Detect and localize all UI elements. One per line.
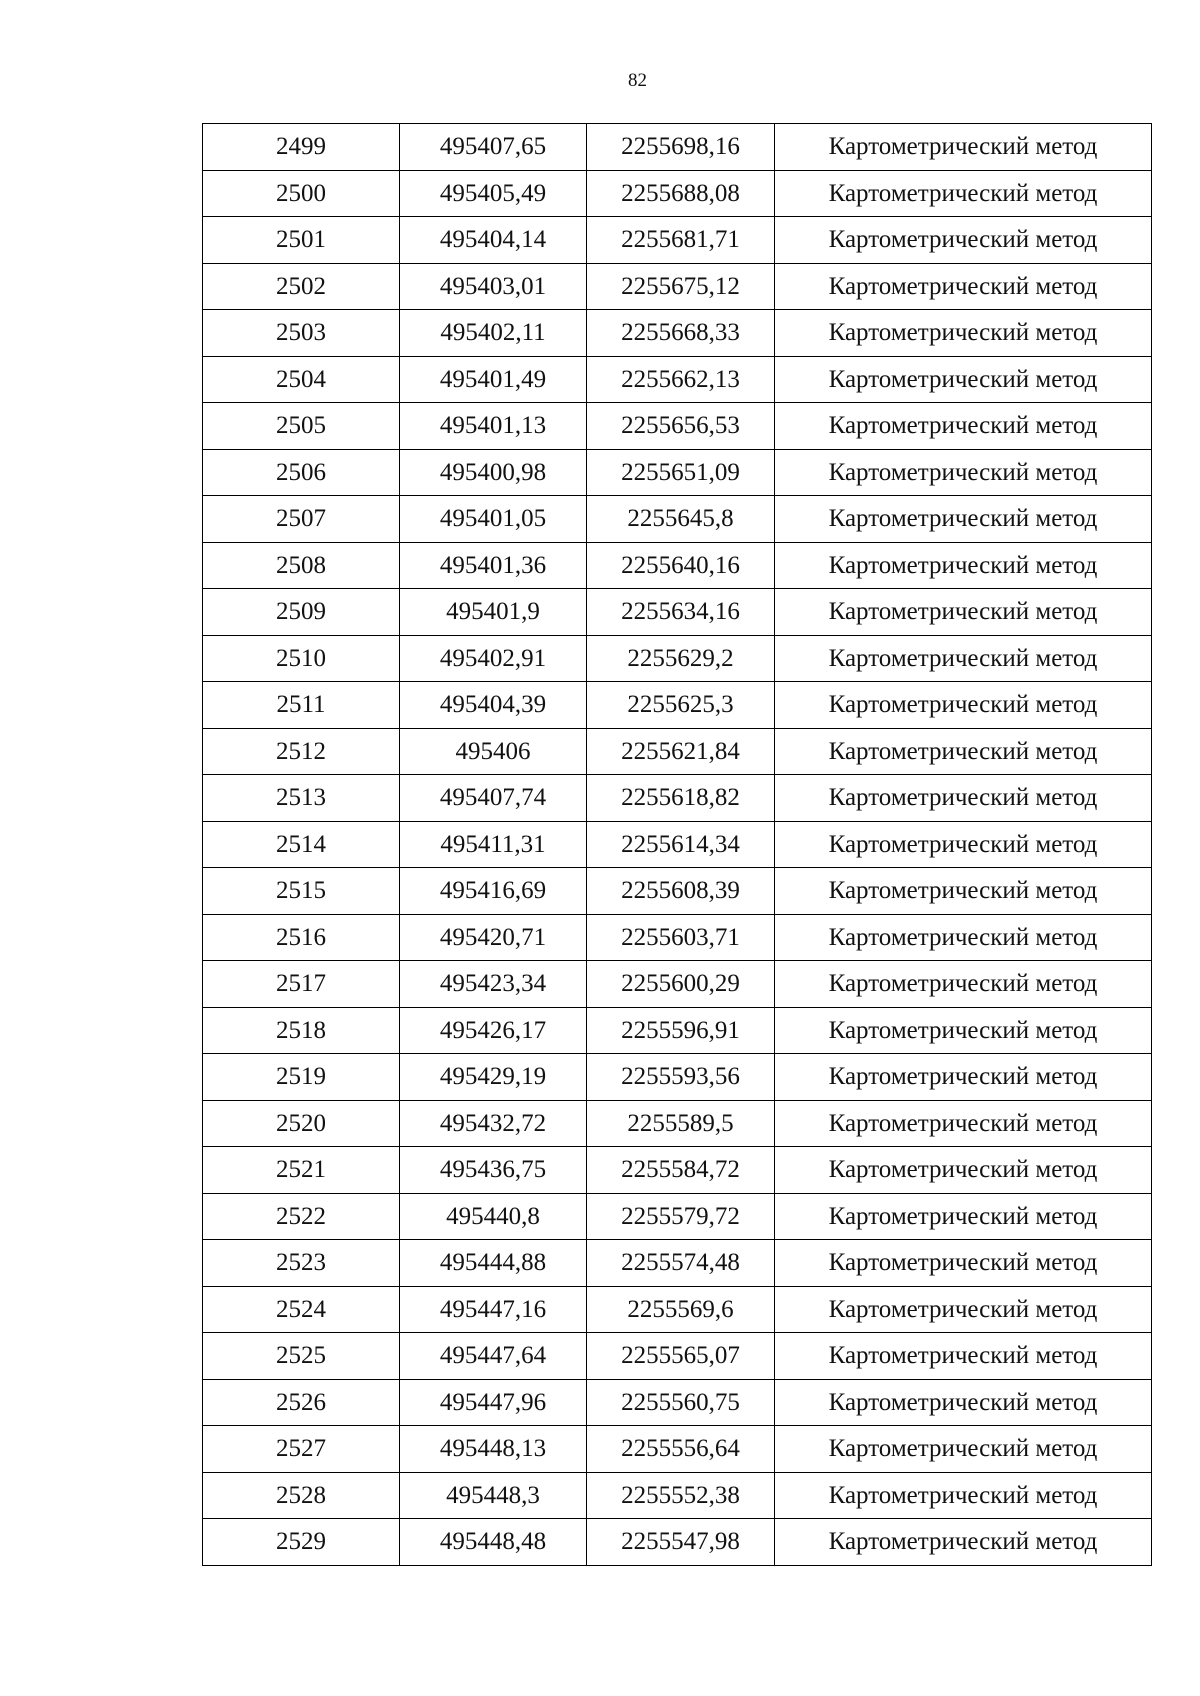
- table-row: [203, 914, 1152, 961]
- point-number-cell: 2519: [203, 1054, 400, 1101]
- method-cell: Картометрический метод: [775, 1054, 1152, 1101]
- method-cell: Картометрический метод: [775, 263, 1152, 310]
- coordinates-table-body: [203, 124, 1152, 1566]
- point-number-cell: 2514: [203, 821, 400, 868]
- x-coordinate-cell: 495448,3: [400, 1472, 587, 1519]
- y-coordinate-cell: 2255662,13: [587, 356, 775, 403]
- y-coordinate-cell: 2255698,16: [587, 124, 775, 171]
- x-coordinate-cell: 495447,16: [400, 1286, 587, 1333]
- y-coordinate-cell: 2255584,72: [587, 1147, 775, 1194]
- point-number-cell: 2510: [203, 635, 400, 682]
- table-row: [203, 775, 1152, 822]
- method-cell: Картометрический метод: [775, 217, 1152, 264]
- y-coordinate-cell: 2255589,5: [587, 1100, 775, 1147]
- point-number-cell: 2507: [203, 496, 400, 543]
- table-row: [203, 589, 1152, 636]
- point-number-cell: 2513: [203, 775, 400, 822]
- point-number-cell: 2518: [203, 1007, 400, 1054]
- x-coordinate-cell: 495402,11: [400, 310, 587, 357]
- y-coordinate-cell: 2255656,53: [587, 403, 775, 450]
- table-row: [203, 170, 1152, 217]
- x-coordinate-cell: 495423,34: [400, 961, 587, 1008]
- table-row: [203, 1426, 1152, 1473]
- y-coordinate-cell: 2255603,71: [587, 914, 775, 961]
- method-cell: Картометрический метод: [775, 1519, 1152, 1566]
- x-coordinate-cell: 495406: [400, 728, 587, 775]
- point-number-cell: 2529: [203, 1519, 400, 1566]
- table-row: [203, 1240, 1152, 1287]
- x-coordinate-cell: 495401,13: [400, 403, 587, 450]
- method-cell: Картометрический метод: [775, 589, 1152, 636]
- x-coordinate-cell: 495447,64: [400, 1333, 587, 1380]
- x-coordinate-cell: 495448,48: [400, 1519, 587, 1566]
- table-row: [203, 217, 1152, 264]
- table-row: [203, 868, 1152, 915]
- point-number-cell: 2515: [203, 868, 400, 915]
- y-coordinate-cell: 2255625,3: [587, 682, 775, 729]
- method-cell: Картометрический метод: [775, 542, 1152, 589]
- table-row: [203, 496, 1152, 543]
- x-coordinate-cell: 495407,74: [400, 775, 587, 822]
- y-coordinate-cell: 2255681,71: [587, 217, 775, 264]
- method-cell: Картометрический метод: [775, 1286, 1152, 1333]
- x-coordinate-cell: 495411,31: [400, 821, 587, 868]
- x-coordinate-cell: 495404,14: [400, 217, 587, 264]
- y-coordinate-cell: 2255640,16: [587, 542, 775, 589]
- coordinates-table: [202, 123, 1152, 1566]
- y-coordinate-cell: 2255600,29: [587, 961, 775, 1008]
- method-cell: Картометрический метод: [775, 682, 1152, 729]
- point-number-cell: 2500: [203, 170, 400, 217]
- method-cell: Картометрический метод: [775, 868, 1152, 915]
- method-cell: Картометрический метод: [775, 961, 1152, 1008]
- table-row: [203, 1286, 1152, 1333]
- y-coordinate-cell: 2255579,72: [587, 1193, 775, 1240]
- point-number-cell: 2528: [203, 1472, 400, 1519]
- y-coordinate-cell: 2255618,82: [587, 775, 775, 822]
- x-coordinate-cell: 495400,98: [400, 449, 587, 496]
- table-row: [203, 1054, 1152, 1101]
- table-row: [203, 1519, 1152, 1566]
- y-coordinate-cell: 2255608,39: [587, 868, 775, 915]
- point-number-cell: 2526: [203, 1379, 400, 1426]
- method-cell: Картометрический метод: [775, 1333, 1152, 1380]
- table-row: [203, 1147, 1152, 1194]
- table-row: [203, 449, 1152, 496]
- point-number-cell: 2524: [203, 1286, 400, 1333]
- method-cell: Картометрический метод: [775, 1240, 1152, 1287]
- table-row: [203, 1100, 1152, 1147]
- table-row: [203, 1007, 1152, 1054]
- point-number-cell: 2511: [203, 682, 400, 729]
- method-cell: Картометрический метод: [775, 1379, 1152, 1426]
- point-number-cell: 2520: [203, 1100, 400, 1147]
- table-row: [203, 682, 1152, 729]
- y-coordinate-cell: 2255547,98: [587, 1519, 775, 1566]
- y-coordinate-cell: 2255634,16: [587, 589, 775, 636]
- x-coordinate-cell: 495429,19: [400, 1054, 587, 1101]
- y-coordinate-cell: 2255596,91: [587, 1007, 775, 1054]
- method-cell: Картометрический метод: [775, 728, 1152, 775]
- point-number-cell: 2508: [203, 542, 400, 589]
- table-row: [203, 1379, 1152, 1426]
- x-coordinate-cell: 495448,13: [400, 1426, 587, 1473]
- point-number-cell: 2516: [203, 914, 400, 961]
- method-cell: Картометрический метод: [775, 1472, 1152, 1519]
- x-coordinate-cell: 495401,05: [400, 496, 587, 543]
- y-coordinate-cell: 2255593,56: [587, 1054, 775, 1101]
- point-number-cell: 2504: [203, 356, 400, 403]
- x-coordinate-cell: 495401,49: [400, 356, 587, 403]
- table-row: [203, 310, 1152, 357]
- x-coordinate-cell: 495426,17: [400, 1007, 587, 1054]
- table-row: [203, 356, 1152, 403]
- y-coordinate-cell: 2255688,08: [587, 170, 775, 217]
- y-coordinate-cell: 2255560,75: [587, 1379, 775, 1426]
- y-coordinate-cell: 2255574,48: [587, 1240, 775, 1287]
- x-coordinate-cell: 495416,69: [400, 868, 587, 915]
- point-number-cell: 2509: [203, 589, 400, 636]
- page-number: 82: [628, 70, 647, 91]
- point-number-cell: 2501: [203, 217, 400, 264]
- y-coordinate-cell: 2255629,2: [587, 635, 775, 682]
- point-number-cell: 2502: [203, 263, 400, 310]
- point-number-cell: 2522: [203, 1193, 400, 1240]
- point-number-cell: 2505: [203, 403, 400, 450]
- method-cell: Картометрический метод: [775, 1193, 1152, 1240]
- table-row: [203, 1193, 1152, 1240]
- method-cell: Картометрический метод: [775, 124, 1152, 171]
- y-coordinate-cell: 2255675,12: [587, 263, 775, 310]
- y-coordinate-cell: 2255645,8: [587, 496, 775, 543]
- point-number-cell: 2517: [203, 961, 400, 1008]
- method-cell: Картометрический метод: [775, 775, 1152, 822]
- table-row: [203, 124, 1152, 171]
- x-coordinate-cell: 495403,01: [400, 263, 587, 310]
- point-number-cell: 2506: [203, 449, 400, 496]
- method-cell: Картометрический метод: [775, 449, 1152, 496]
- y-coordinate-cell: 2255552,38: [587, 1472, 775, 1519]
- method-cell: Картометрический метод: [775, 310, 1152, 357]
- x-coordinate-cell: 495444,88: [400, 1240, 587, 1287]
- y-coordinate-cell: 2255565,07: [587, 1333, 775, 1380]
- y-coordinate-cell: 2255668,33: [587, 310, 775, 357]
- method-cell: Картометрический метод: [775, 1100, 1152, 1147]
- y-coordinate-cell: 2255651,09: [587, 449, 775, 496]
- point-number-cell: 2521: [203, 1147, 400, 1194]
- point-number-cell: 2525: [203, 1333, 400, 1380]
- method-cell: Картометрический метод: [775, 914, 1152, 961]
- table-row: [203, 542, 1152, 589]
- x-coordinate-cell: 495401,9: [400, 589, 587, 636]
- x-coordinate-cell: 495420,71: [400, 914, 587, 961]
- x-coordinate-cell: 495447,96: [400, 1379, 587, 1426]
- x-coordinate-cell: 495436,75: [400, 1147, 587, 1194]
- x-coordinate-cell: 495407,65: [400, 124, 587, 171]
- x-coordinate-cell: 495432,72: [400, 1100, 587, 1147]
- method-cell: Картометрический метод: [775, 635, 1152, 682]
- point-number-cell: 2499: [203, 124, 400, 171]
- table-row: [203, 1472, 1152, 1519]
- method-cell: Картометрический метод: [775, 496, 1152, 543]
- table-row: [203, 635, 1152, 682]
- method-cell: Картометрический метод: [775, 821, 1152, 868]
- x-coordinate-cell: 495402,91: [400, 635, 587, 682]
- x-coordinate-cell: 495405,49: [400, 170, 587, 217]
- table-row: [203, 1333, 1152, 1380]
- y-coordinate-cell: 2255569,6: [587, 1286, 775, 1333]
- method-cell: Картометрический метод: [775, 170, 1152, 217]
- table-row: [203, 728, 1152, 775]
- method-cell: Картометрический метод: [775, 1426, 1152, 1473]
- table-row: [203, 961, 1152, 1008]
- y-coordinate-cell: 2255621,84: [587, 728, 775, 775]
- point-number-cell: 2503: [203, 310, 400, 357]
- x-coordinate-cell: 495440,8: [400, 1193, 587, 1240]
- point-number-cell: 2527: [203, 1426, 400, 1473]
- table-row: [203, 263, 1152, 310]
- table-row: [203, 403, 1152, 450]
- method-cell: Картометрический метод: [775, 403, 1152, 450]
- point-number-cell: 2523: [203, 1240, 400, 1287]
- point-number-cell: 2512: [203, 728, 400, 775]
- x-coordinate-cell: 495401,36: [400, 542, 587, 589]
- table-row: [203, 821, 1152, 868]
- method-cell: Картометрический метод: [775, 356, 1152, 403]
- y-coordinate-cell: 2255614,34: [587, 821, 775, 868]
- y-coordinate-cell: 2255556,64: [587, 1426, 775, 1473]
- method-cell: Картометрический метод: [775, 1007, 1152, 1054]
- method-cell: Картометрический метод: [775, 1147, 1152, 1194]
- x-coordinate-cell: 495404,39: [400, 682, 587, 729]
